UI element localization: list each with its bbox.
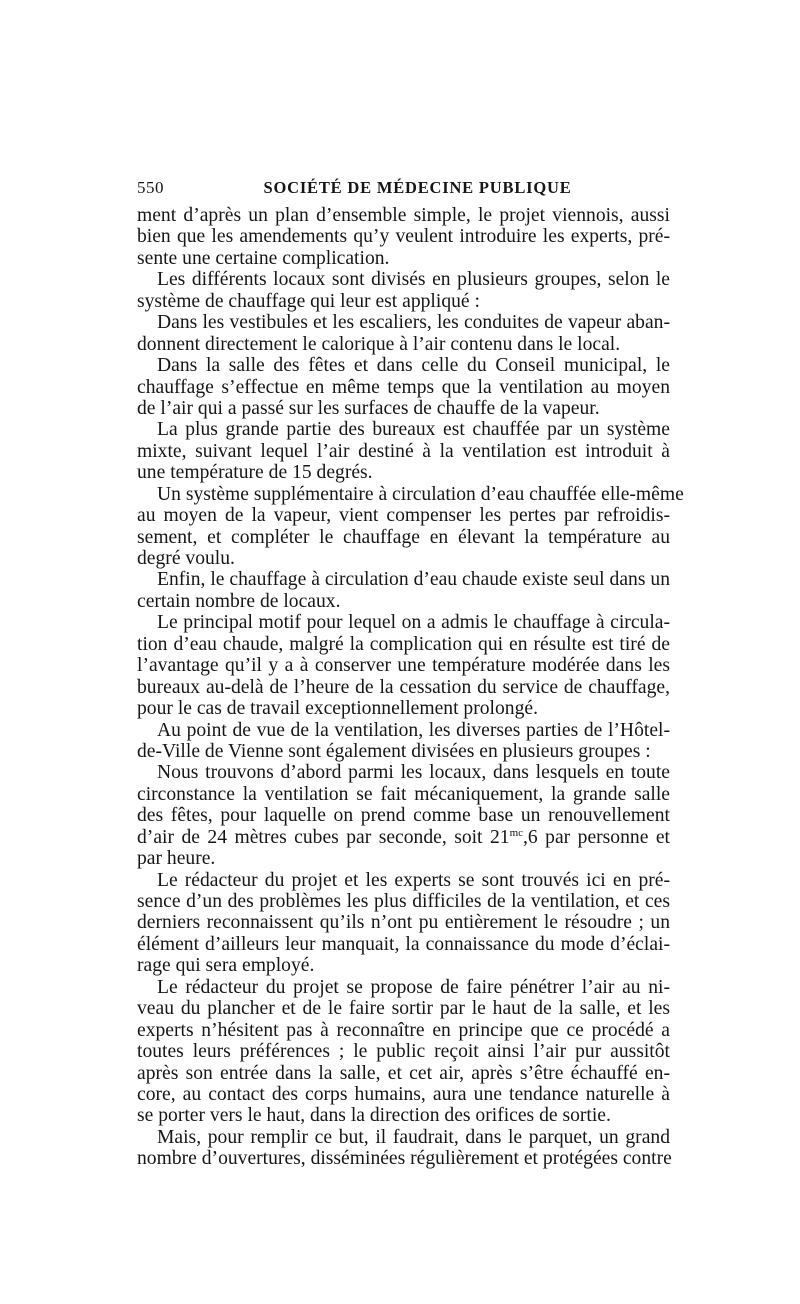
text-line: Dans les vestibules et les escaliers, les conduites de vapeur aban- xyxy=(157,312,670,334)
text-segment: ,6 par personne et xyxy=(523,826,670,848)
text-line: experts n’hésitent pas à reconnaître en principe que ce procédé a xyxy=(137,1019,670,1041)
text-line: certain nombre de locaux. xyxy=(137,590,341,612)
text-line: se porter vers le haut, dans la direction des orifices de sortie. xyxy=(137,1105,611,1127)
text-line: des fêtes, pour laquelle on prend comme base un renouvellement xyxy=(137,805,670,827)
text-line: circonstance la ventilation se fait mécaniquement, la grande salle xyxy=(137,783,670,805)
text-line: sence d’un des problèmes les plus difficiles de la ventilation, et ces xyxy=(137,891,670,912)
text-line: Le rédacteur du projet se propose de faire pénétrer l’air au ni- xyxy=(157,976,670,998)
text-line: sente une certaine complication. xyxy=(137,247,390,269)
text-line: bureaux au-delà de l’heure de la cessation du service de chauffage, xyxy=(137,676,670,698)
text-line: mixte, suivant lequel l’air destiné à la ventilation est introduit à xyxy=(137,440,670,462)
text-line: système de chauffage qui leur est appliqué : xyxy=(137,290,480,312)
text-line: Au point de vue de la ventilation, les diverses parties de l’Hôtel- xyxy=(157,719,670,741)
text-line: Dans la salle des fêtes et dans celle du Conseil municipal, le xyxy=(157,355,670,377)
text-line: nombre d’ouvertures, disséminées régulièrement et protégées contre xyxy=(137,1148,672,1170)
text-line: Mais, pour remplir ce but, il faudrait, dans le parquet, un grand xyxy=(157,1126,670,1148)
text-line: après son entrée dans la salle, et cet air, après s’être échauffé en- xyxy=(137,1062,670,1084)
text-line: sement, et compléter le chauffage en élevant la température au xyxy=(137,526,670,548)
text-line: chauffage s’effectue en même temps que la ventilation au moyen xyxy=(137,376,670,398)
text-line: Les différents locaux sont divisés en plusieurs groupes, selon le xyxy=(157,269,670,291)
text-line: Un système supplémentaire à circulation d’eau chauffée elle-même xyxy=(157,483,684,505)
text-line: Nous trouvons d’abord parmi les locaux, dans lesquels en toute xyxy=(157,762,670,784)
superscript: mc xyxy=(509,826,524,839)
text-line: donnent directement le calorique à l’air contenu dans le local. xyxy=(137,333,621,355)
text-line: Le rédacteur du projet et les experts se sont trouvés ici en pré- xyxy=(157,869,670,891)
text-segment: d’air de 24 mètres cubes par seconde, soit 21 xyxy=(137,826,510,848)
text-line: toutes leurs préférences ; le public reçoit ainsi l’air pur aussitôt xyxy=(137,1041,670,1063)
text-line: pour le cas de travail exceptionnellement prolongé. xyxy=(137,698,538,720)
text-line: au moyen de la vapeur, vient compenser les pertes par refroidis- xyxy=(137,505,670,527)
text-line: ment d’après un plan d’ensemble simple, le projet viennois, aussi xyxy=(137,205,670,226)
text-line: l’avantage qu’il y a à conserver une température modérée dans les xyxy=(137,655,670,677)
text-line: derniers reconnaissent qu’ils n’ont pu entièrement le résoudre ; un xyxy=(137,912,670,934)
text-line: de l’air qui a passé sur les surfaces de chauffe de la vapeur. xyxy=(137,397,600,419)
text-line: bien que les amendements qu’y veulent introduire les experts, pré- xyxy=(137,226,670,248)
text-line: une température de 15 degrés. xyxy=(137,462,373,484)
body-text xyxy=(137,205,684,1170)
page-number: 550 xyxy=(137,178,164,197)
running-title: SOCIÉTÉ DE MÉDECINE PUBLIQUE xyxy=(263,178,572,197)
text-line: core, au contact des corps humains, aura une tendance naturelle à xyxy=(137,1083,670,1105)
text-line: Le principal motif pour lequel on a admis le chauffage à circula- xyxy=(157,612,670,634)
page-header xyxy=(137,176,670,200)
text-line: veau du plancher et de le faire sortir par le haut de la salle, et les xyxy=(137,998,670,1020)
text-line: élément d’ailleurs leur manquait, la connaissance du mode d’éclai- xyxy=(137,933,670,955)
text-line: La plus grande partie des bureaux est chauffée par un système xyxy=(157,419,670,441)
text-line: par heure. xyxy=(137,848,216,870)
text-line: tion d’eau chaude, malgré la complication qui en résulte est tiré de xyxy=(137,633,670,655)
text-line-with-superscript xyxy=(137,827,670,848)
text-line: rage qui sera employé. xyxy=(137,955,315,977)
text-line: Enfin, le chauffage à circulation d’eau chaude existe seul dans un xyxy=(157,569,670,591)
text-line: de-Ville de Vienne sont également divisées en plusieurs groupes : xyxy=(137,740,651,762)
text-line: degré voulu. xyxy=(137,548,235,569)
